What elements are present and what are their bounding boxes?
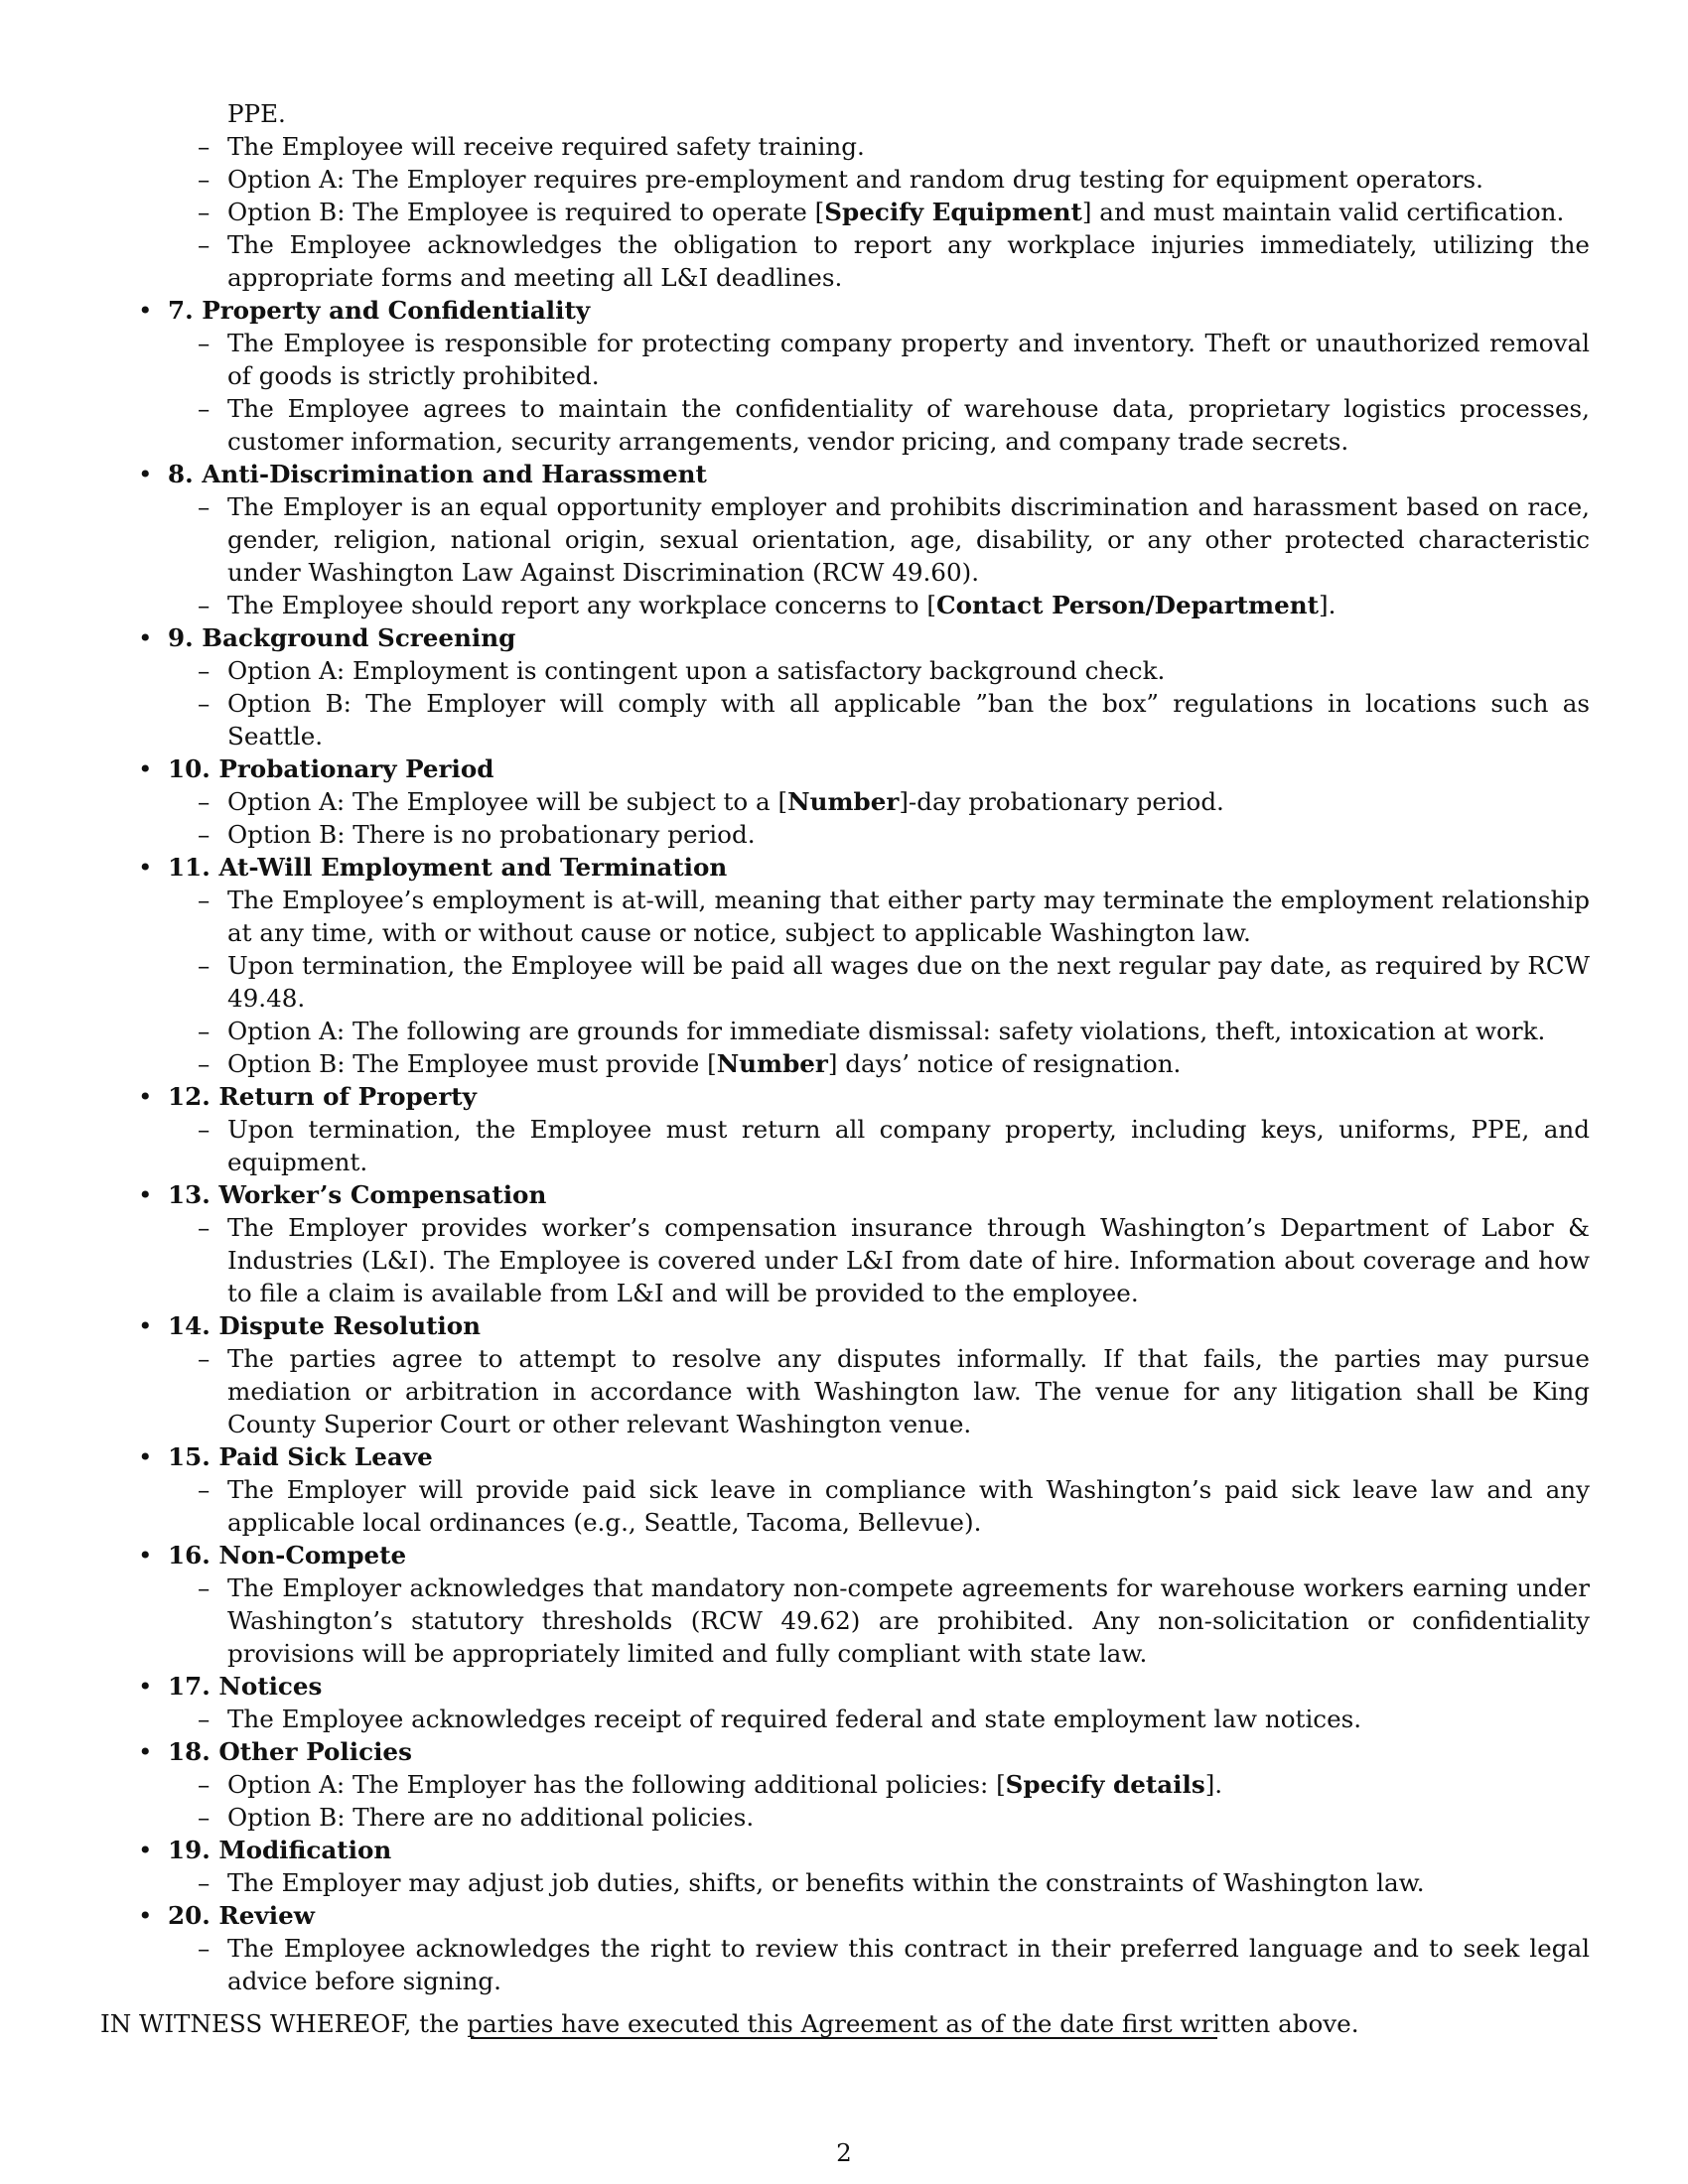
- item-text: ]-day probationary period.: [899, 787, 1224, 816]
- list-item: – The parties agree to attempt to resolve any disputes informally. If that fails, the parties may pursue mediation or arbitration in accordance with Washington law. The venue for any litigation shall be King County Superior Court or other relevant Washington venue.: [227, 1342, 1590, 1440]
- list-item: [227, 785, 1590, 818]
- signature-line: [471, 2037, 1217, 2039]
- item-text: Option A: The Employee will be subject to a [: [227, 787, 788, 816]
- list-item: – Option A: The Employer requires pre-employment and random drug testing for equipment operators.: [227, 163, 1590, 196]
- placeholder-field: Contact Person/Department: [936, 591, 1319, 619]
- page-number: 2: [836, 2138, 852, 2167]
- section-heading: • 14. Dispute Resolution: [168, 1309, 1590, 1342]
- list-item: – The Employee acknowledges receipt of required federal and state employment law notices.: [227, 1703, 1590, 1735]
- list-item: – The Employee’s employment is at-will, meaning that either party may terminate the employment relationship at any time, with or without cause or notice, subject to applicable Washington law.: [227, 884, 1590, 949]
- section-heading: • 12. Return of Property: [168, 1080, 1590, 1113]
- list-item: – The Employer will provide paid sick leave in compliance with Washington’s paid sick leave law and any applicable local ordinances (e.g., Seattle, Tacoma, Bellevue).: [227, 1473, 1590, 1539]
- list-item: – The Employer may adjust job duties, shifts, or benefits within the constraints of Washington law.: [227, 1866, 1590, 1899]
- item-text: Option B: The Employee must provide [: [227, 1049, 717, 1078]
- item-text: ] and must maintain valid certification.: [1081, 198, 1565, 226]
- section-heading: • 20. Review: [168, 1899, 1590, 1932]
- list-item: – The Employee acknowledges the right to review this contract in their preferred language and to seek legal advice before signing.: [227, 1932, 1590, 1997]
- section-heading: • 10. Probationary Period: [168, 752, 1590, 785]
- item-text: ] days’ notice of resignation.: [827, 1049, 1182, 1078]
- list-item: – Upon termination, the Employee must return all company property, including keys, uniforms, PPE, and equipment.: [227, 1113, 1590, 1178]
- section-heading: • 9. Background Screening: [168, 621, 1590, 654]
- list-item: – Upon termination, the Employee will be paid all wages due on the next regular pay date, as required by RCW 49.48.: [227, 949, 1590, 1015]
- list-item: – The Employee will receive required safety training.: [227, 130, 1590, 163]
- section-heading: • 13. Worker’s Compensation: [168, 1178, 1590, 1211]
- section-heading: • 16. Non-Compete: [168, 1539, 1590, 1571]
- list-item: – The Employer is an equal opportunity employer and prohibits discrimination and harassment based on race, gender, religion, national origin, sexual orientation, age, disability, or any other protected characteristic under Washington Law Against Discrimination (RCW 49.60).: [227, 490, 1590, 589]
- section-heading: • 19. Modification: [168, 1834, 1590, 1866]
- list-item: [227, 589, 1590, 621]
- section-heading: • 15. Paid Sick Leave: [168, 1440, 1590, 1473]
- placeholder-field: Specify Equipment: [824, 198, 1082, 226]
- section-heading: • 18. Other Policies: [168, 1735, 1590, 1768]
- placeholder-field: Number: [787, 787, 900, 816]
- list-item: – The Employee is responsible for protecting company property and inventory. Theft or unauthorized removal of goods is strictly prohibited.: [227, 327, 1590, 392]
- list-item: – Option B: There is no probationary period.: [227, 818, 1590, 851]
- list-item: PPE.: [227, 99, 286, 128]
- item-text: ].: [1318, 591, 1336, 619]
- list-item: – The Employee agrees to maintain the confidentiality of warehouse data, proprietary logistics processes, customer information, security arrangements, vendor pricing, and company trade secrets.: [227, 392, 1590, 458]
- placeholder-field: Number: [716, 1049, 828, 1078]
- item-text: Option A: The Employer has the following additional policies: [: [227, 1770, 1006, 1799]
- witness-statement: IN WITNESS WHEREOF, the parties have executed this Agreement as of the date first written above.: [100, 2009, 1359, 2038]
- list-item: [227, 1768, 1590, 1801]
- item-text: The Employee should report any workplace concerns to [: [227, 591, 937, 619]
- list-item: – The Employer provides worker’s compensation insurance through Washington’s Department of Labor & Industries (L&I). The Employee is covered under L&I from date of hire. Information about coverage and how to file a claim is available from L&I and will be provided to the employee.: [227, 1211, 1590, 1309]
- section-heading: • 11. At-Will Employment and Termination: [168, 851, 1590, 884]
- placeholder-field: Specify details: [1005, 1770, 1205, 1799]
- item-text: ].: [1204, 1770, 1223, 1799]
- list-item: [227, 196, 1590, 228]
- list-item: – Option B: The Employer will comply with all applicable ”ban the box” regulations in locations such as Seattle.: [227, 687, 1590, 752]
- list-item: – The Employer acknowledges that mandatory non-compete agreements for warehouse workers earning under Washington’s statutory thresholds (RCW 49.62) are prohibited. Any non-solicitation or confidentiality provisions will be appropriately limited and fully compliant with state law.: [227, 1571, 1590, 1670]
- section-heading: • 7. Property and Confidentiality: [168, 294, 1590, 327]
- list-item: – Option A: Employment is contingent upon a satisfactory background check.: [227, 654, 1590, 687]
- section-heading: • 17. Notices: [168, 1670, 1590, 1703]
- list-item: – The Employee acknowledges the obligation to report any workplace injuries immediately, utilizing the appropriate forms and meeting all L&I deadlines.: [227, 228, 1590, 294]
- list-item: [227, 1047, 1590, 1080]
- list-item: – Option A: The following are grounds for immediate dismissal: safety violations, theft, intoxication at work.: [227, 1015, 1590, 1047]
- section-heading: • 8. Anti-Discrimination and Harassment: [168, 458, 1590, 490]
- item-text: Option B: The Employee is required to operate [: [227, 198, 825, 226]
- document-body: [100, 97, 1590, 2040]
- list-item: – Option B: There are no additional policies.: [227, 1801, 1590, 1834]
